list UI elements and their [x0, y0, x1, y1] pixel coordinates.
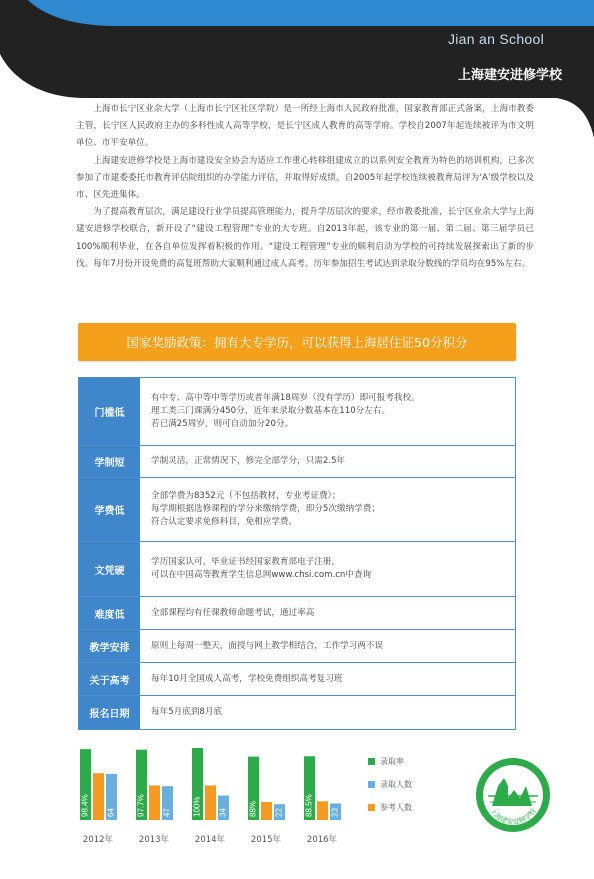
bar-value-label: 100% — [192, 796, 202, 817]
feature-label: 报名日期 — [79, 696, 140, 729]
feature-description — [140, 478, 515, 541]
feature-description — [140, 696, 515, 729]
school-logo — [474, 756, 552, 834]
feature-line: 符合认定要求免修科目，免相应学费。 — [151, 517, 298, 527]
feature-row — [79, 663, 515, 696]
feature-line: 可以在中国高等教育学生信息网www.chsi.com.cn中查询 — [151, 570, 372, 580]
feature-label: 门槛低 — [79, 378, 140, 445]
bar-value-label: 98.4% — [80, 794, 90, 817]
legend-item — [368, 779, 412, 790]
bar-value-label: 47 — [162, 808, 172, 817]
bar-value-label: 88.5% — [304, 794, 314, 817]
feature-description — [140, 542, 515, 596]
feature-label: 教学安排 — [79, 630, 140, 662]
policy-banner: 国家奖励政策：拥有大专学历，可以获得上海居住证50分积分 — [78, 323, 516, 361]
intro-paragraph: 上海建安进修学校是上海市建设安全协会为适应工作重心转移组建成立的以系列安全教育为特色的培训机构，已多次参加了市建委委托市教育评估院组织的办学能力评估，并取得好成绩。自2005年起学校连续被教育局评为‘A’级学校以及市、区先进集体。 — [76, 155, 534, 201]
feature-description — [140, 630, 515, 662]
legend-label: 参考人数 — [380, 803, 412, 812]
chart-bar — [317, 801, 328, 820]
feature-description — [140, 378, 515, 445]
bar-value-label: 34 — [218, 808, 228, 817]
feature-row — [79, 597, 515, 630]
bar-value-label: 23 — [330, 808, 340, 817]
school-name-chinese: 上海建安进修学校 — [457, 68, 562, 83]
feature-row — [79, 696, 515, 729]
legend-item — [368, 802, 412, 813]
feature-line: 理工类三门课满分450分，近年来录取分数基本在110分左右。 — [151, 406, 391, 416]
feature-label: 学制短 — [79, 446, 140, 477]
feature-line: 学历国家认可，毕业证书经国家教育部电子注册， — [151, 557, 341, 567]
chart-bar — [261, 802, 272, 820]
x-tick-label: 2014年 — [194, 835, 226, 845]
legend-label: 录取率 — [380, 757, 404, 766]
legend-swatch — [368, 804, 375, 811]
feature-line: 学制灵活，正常情况下，修完全部学分，只需2.5年 — [151, 456, 346, 466]
feature-line: 每学期根据选修课程的学分来缴纳学费，即分5次缴纳学费； — [151, 504, 380, 514]
school-name-english: Jian an School — [447, 31, 544, 47]
bar-value-label: 64 — [106, 808, 116, 817]
feature-label: 难度低 — [79, 597, 140, 629]
legend-swatch — [368, 758, 375, 765]
x-tick-label: 2015年 — [250, 835, 282, 845]
intro-paragraph: 为了提高教育层次，满足建设行业学员提高管理能力，提升学历层次的要求，经市教委批准，长宁区业余大学与上海建安进修学校联合，新开设了“建设工程管理”专业的大专班。自2013年起，该专业的第一届、第二届、第三届学员已100%顺利毕业，在各自单位发挥着积极的作用。“建设工程管理”专业的顺利启动为学校的可持续发展探索出了新的步伐。每年7月份开设免费的高复班帮助大家顺利通过成人高考。历年参加招生考试达到录取分数线的学员均在95%左右。 — [76, 207, 534, 269]
logo-text: 上海建安进修学校 — [488, 806, 538, 827]
intro-paragraph: 上海市长宁区业余大学（上海市长宁区社区学院）是一所经上海市人民政府批准，国家教育部正式备案，上海市教委主管，长宁区人民政府主办的多科性成人高等学校，是长宁区成人教育的高等学府。学校自2007年起连续被评为市文明单位、市平安单位。 — [76, 104, 534, 149]
feature-label: 学费低 — [79, 478, 140, 541]
feature-row — [79, 446, 515, 478]
feature-line: 原则上每周一整天，面授与网上教学相结合，工作学习两不误 — [151, 640, 384, 651]
bar-value-label: 22 — [274, 808, 284, 817]
feature-line: 全部课程均有任课教师命题考试，通过率高 — [151, 607, 315, 618]
x-tick-label: 2012年 — [82, 835, 114, 845]
bar-value-label: 88% — [248, 800, 258, 817]
legend-label: 录取人数 — [380, 780, 412, 789]
feature-table — [78, 377, 516, 730]
x-tick-label: 2013年 — [138, 835, 170, 845]
feature-description — [140, 663, 515, 695]
chart-legend — [368, 756, 412, 825]
feature-label: 关于高考 — [79, 663, 140, 695]
feature-row — [79, 542, 515, 597]
x-tick-label: 2016年 — [306, 835, 338, 845]
admission-chart — [60, 742, 350, 854]
feature-line: 每年5月底到8月底 — [151, 707, 223, 717]
feature-row — [79, 630, 515, 663]
feature-line: 全部学费为8352元（不包括教材，专业考证费）； — [151, 491, 341, 501]
feature-line: 若已满25周岁，则可自动加分20分。 — [151, 419, 294, 429]
chart-bar — [149, 785, 160, 820]
feature-description — [140, 597, 515, 629]
feature-row — [79, 378, 515, 446]
chart-bar — [205, 785, 216, 820]
intro-text — [76, 101, 534, 273]
bar-value-label: 97.7% — [136, 794, 146, 817]
feature-line: 每年10月全国成人高考，学校免费组织高考复习班 — [151, 673, 343, 684]
legend-item — [368, 756, 412, 767]
feature-label: 文凭硬 — [79, 542, 140, 596]
chart-bar — [93, 773, 104, 820]
feature-row — [79, 478, 515, 542]
feature-description — [140, 446, 515, 477]
header-blue-wave — [0, 0, 594, 26]
legend-swatch — [368, 781, 375, 788]
feature-line: 有中专、高中等中等学历或者年满18周岁（没有学历）即可报考我校。 — [151, 393, 420, 403]
